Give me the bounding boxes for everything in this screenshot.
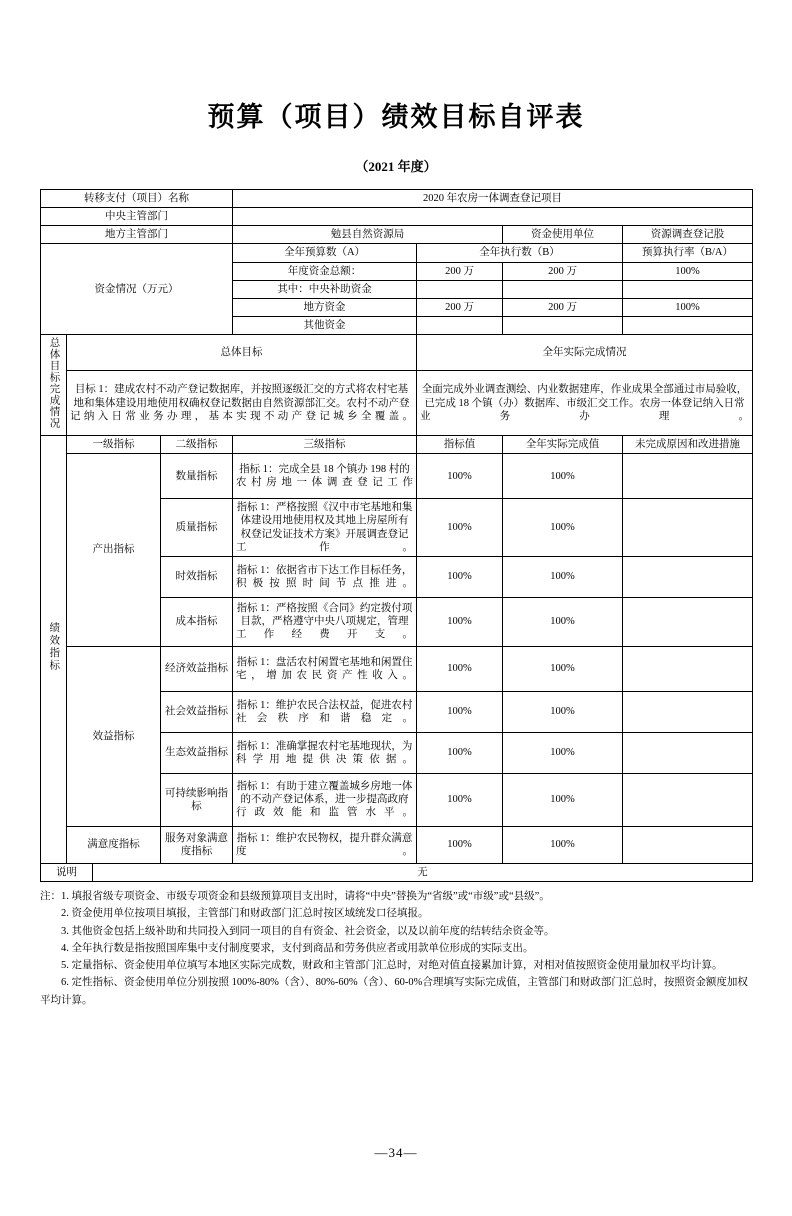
transfer-value: 2020 年农房一体调查登记项目 [233, 190, 753, 208]
funds-col-rate: 预算执行率（B/A） [623, 244, 753, 262]
table-row-indicator [41, 454, 753, 499]
local-dept-value: 勉县自然资源局 [233, 226, 503, 244]
indicator-actual-2-0: 100% [503, 826, 623, 863]
funds-row-executed-0: 200 万 [503, 262, 623, 280]
table-row-funds-header [41, 244, 753, 262]
footnote-2: 3. 其他资金包括上级补助和共同投入到同一项目的自有资金、社会资金，以及以前年度的结转结余资金等。 [61, 925, 555, 937]
indicators-col-level3: 三级指标 [233, 436, 417, 454]
page-title: 预算（项目）绩效目标自评表 [207, 102, 585, 132]
indicator-target-0-3: 100% [417, 597, 503, 646]
footnotes [40, 888, 752, 1009]
performance-table-wrap [40, 189, 752, 882]
indicator-level2-0-1: 质量指标 [161, 499, 233, 557]
table-row-central-dept [41, 208, 753, 226]
transfer-label: 转移支付（项目）名称 [41, 190, 233, 208]
indicators-col-actual: 全年实际完成值 [503, 436, 623, 454]
performance-table [40, 189, 753, 882]
funds-row-label-3: 其他资金 [233, 316, 417, 334]
indicators-col-level2: 二级指标 [161, 436, 233, 454]
funds-row-executed-1 [503, 280, 623, 298]
indicator-level1-0: 产出指标 [67, 454, 161, 647]
indicator-actual-0-3: 100% [503, 597, 623, 646]
central-dept-label: 中央主管部门 [41, 208, 233, 226]
table-row-transfer [41, 190, 753, 208]
indicator-level3-0-1: 指标 1：严格按照《汉中市宅基地和集体建设用地使用权及其地上房屋所有权登记发证技术方案》开展调查登记工作。 [233, 499, 417, 557]
indicator-target-1-3: 100% [417, 773, 503, 826]
indicator-target-0-1: 100% [417, 499, 503, 557]
indicator-target-1-1: 100% [417, 691, 503, 732]
indicators-col-level1: 一级指标 [67, 436, 161, 454]
indicator-target-2-0: 100% [417, 826, 503, 863]
fund-unit-label: 资金使用单位 [503, 226, 623, 244]
table-row-local-dept [41, 226, 753, 244]
indicator-target-1-0: 100% [417, 646, 503, 691]
funds-section-label: 资金情况（万元） [41, 244, 233, 335]
table-row-indicator [41, 646, 753, 691]
funds-row-rate-0: 100% [623, 262, 753, 280]
indicator-reason-2-0 [623, 826, 753, 863]
indicator-level3-1-0: 指标 1：盘活农村闲置宅基地和闲置住宅，增加农民资产性收入。 [233, 646, 417, 691]
funds-row-rate-3 [623, 316, 753, 334]
indicator-reason-1-0 [623, 646, 753, 691]
indicator-level1-2: 满意度指标 [67, 826, 161, 863]
indicator-level3-1-1: 指标 1：维护农民合法权益，促进农村社会秩序和谐稳定。 [233, 691, 417, 732]
indicator-actual-1-3: 100% [503, 773, 623, 826]
indicator-reason-1-2 [623, 732, 753, 773]
indicator-level3-0-3: 指标 1：严格按照《合同》约定拨付项目款，严格遵守中央八项规定，管理工作经费开支。 [233, 597, 417, 646]
funds-row-executed-2: 200 万 [503, 298, 623, 316]
indicator-level2-0-0: 数量指标 [161, 454, 233, 499]
indicator-target-1-2: 100% [417, 732, 503, 773]
indicator-reason-0-2 [623, 556, 753, 597]
indicator-actual-0-2: 100% [503, 556, 623, 597]
funds-row-budget-0: 200 万 [417, 262, 503, 280]
footnote-4: 5. 定量指标、资金使用单位填写本地区实际完成数，财政和主管部门汇总时，对绝对值直接累加计算，对相对值按照资金使用量加权平均计算。 [61, 960, 723, 972]
indicator-level3-0-0: 指标 1：完成全县 18 个镇办 198 村的农村房地一体调查登记工作 [233, 454, 417, 499]
indicator-level2-2-0: 服务对象满意度指标 [161, 826, 233, 863]
funds-row-label-1: 其中：中央补助资金 [233, 280, 417, 298]
funds-row-budget-3 [417, 316, 503, 334]
indicator-actual-0-1: 100% [503, 499, 623, 557]
overall-col-actual: 全年实际完成情况 [417, 335, 753, 371]
indicator-reason-0-3 [623, 597, 753, 646]
indicator-level3-0-2: 指标 1：依据省市下达工作目标任务，积极按照时间节点推进。 [233, 556, 417, 597]
indicator-level2-0-3: 成本指标 [161, 597, 233, 646]
indicator-level3-1-3: 指标 1：有助于建立覆盖城乡房地一体的不动产登记体系，进一步提高政府行政效能和监管水平。 [233, 773, 417, 826]
indicator-level2-1-3: 可持续影响指标 [161, 773, 233, 826]
remark-label: 说明 [41, 863, 93, 881]
indicator-actual-1-0: 100% [503, 646, 623, 691]
indicators-col-target: 指标值 [417, 436, 503, 454]
indicator-level2-0-2: 时效指标 [161, 556, 233, 597]
footnote-0: 注：1. 填报省级专项资金、市级专项资金和县级预算项目支出时，请将“中央”替换为“省级”或“市级”或“县级”。 [40, 890, 550, 902]
local-dept-label: 地方主管部门 [41, 226, 233, 244]
table-row-indicator [41, 826, 753, 863]
table-row-indicator-header [41, 436, 753, 454]
page-number: —34— [374, 1145, 418, 1160]
central-dept-value [233, 208, 753, 226]
indicator-level3-2-0: 指标 1：维护农民物权，提升群众满意度。 [233, 826, 417, 863]
funds-row-rate-1 [623, 280, 753, 298]
funds-row-label-2: 地方资金 [233, 298, 417, 316]
fund-unit-value: 资源调查登记股 [623, 226, 753, 244]
overall-col-goal: 总体目标 [67, 335, 417, 371]
overall-actual-text: 全面完成外业调查测绘、内业数据建库，作业成果全部通过市局验收，已完成 18 个镇（办）数据库、市级汇交工作。农房一体登记纳入日常业务办理。 [417, 371, 753, 436]
funds-row-label-0: 年度资金总额： [233, 262, 417, 280]
footnote-1: 2. 资金使用单位按项目填报，主管部门和财政部门汇总时按区域统发口径填报。 [61, 908, 429, 920]
indicator-level1-1: 效益指标 [67, 646, 161, 826]
indicator-reason-1-3 [623, 773, 753, 826]
footnote-3: 4. 全年执行数是指按照国库集中支付制度要求，支付到商品和劳务供应者或用款单位形成的实际支出。 [61, 942, 534, 954]
indicator-level2-1-1: 社会效益指标 [161, 691, 233, 732]
table-row-overall-header [41, 335, 753, 371]
indicator-target-0-2: 100% [417, 556, 503, 597]
overall-side-label: 总体目标完成情况 [41, 335, 67, 436]
indicator-level2-1-0: 经济效益指标 [161, 646, 233, 691]
funds-row-rate-2: 100% [623, 298, 753, 316]
table-row-remark [41, 863, 753, 881]
indicator-actual-1-2: 100% [503, 732, 623, 773]
indicator-actual-1-1: 100% [503, 691, 623, 732]
funds-row-budget-2: 200 万 [417, 298, 503, 316]
funds-col-budget: 全年预算数（A） [233, 244, 417, 262]
indicator-target-0-0: 100% [417, 454, 503, 499]
funds-col-executed: 全年执行数（B） [417, 244, 623, 262]
overall-goal-text: 目标 1：建成农村不动产登记数据库，并按照逐级汇交的方式将农村宅基地和集体建设用地使用权确权登记数据由自然资源部汇交。农村不动产登记纳入日常业务办理，基本实现不动产登记城乡全覆盖。 [67, 371, 417, 436]
page-subtitle: （2021 年度） [355, 159, 437, 174]
indicators-col-reason: 未完成原因和改进措施 [623, 436, 753, 454]
funds-row-executed-3 [503, 316, 623, 334]
indicator-reason-0-0 [623, 454, 753, 499]
table-row-overall-content [41, 371, 753, 436]
document-page [0, 95, 792, 1216]
indicator-level2-1-2: 生态效益指标 [161, 732, 233, 773]
footnote-5: 6. 定性指标、资金使用单位分别按照 100%-80%（含）、80%-60%（含）、60-0%合理填写实际完成值，主管部门和财政部门汇总时，按照资金额度加权平均计算。 [40, 977, 748, 1006]
remark-value: 无 [93, 863, 753, 881]
indicator-level3-1-2: 指标 1：准确掌握农村宅基地现状，为科学用地提供决策依据。 [233, 732, 417, 773]
indicators-side-label: 绩效指标 [41, 436, 67, 864]
indicator-reason-1-1 [623, 691, 753, 732]
funds-row-budget-1 [417, 280, 503, 298]
indicator-actual-0-0: 100% [503, 454, 623, 499]
indicator-reason-0-1 [623, 499, 753, 557]
